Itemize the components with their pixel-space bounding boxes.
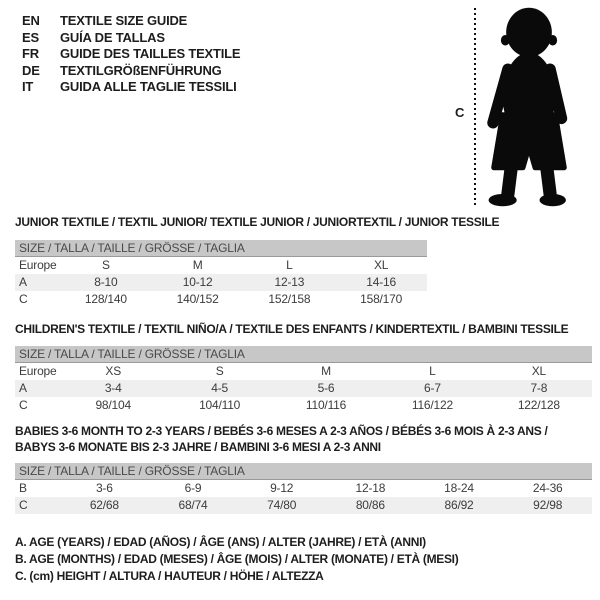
table-title-line: BABYS 3-6 MONATE BIS 2-3 JAHRE / BAMBINI 3-6 MESI A 2-3 ANNI [15,440,381,454]
language-guide-title: TEXTILE SIZE GUIDE [60,13,188,28]
legend-line: C. (cm) HEIGHT / ALTURA / HAUTEUR / HÖHE / ALTEZZA [15,569,324,583]
size-cell: S [215,364,224,378]
size-cell: 3-6 [95,481,113,495]
table-title [15,214,499,230]
size-cell: 12-18 [355,481,386,495]
language-title-row [22,13,240,30]
size-cell: 152/158 [268,292,311,306]
row-label: Europe [19,258,57,272]
table-row [15,363,592,380]
language-guide-title: TEXTILGRÖßENFÜHRUNG [60,62,222,78]
size-cell: 98/104 [95,398,131,412]
table-row [15,380,592,397]
row-label: C [19,398,28,412]
table-row [15,480,592,497]
language-title-row [22,46,240,63]
size-header-bar: SIZE / TALLA / TAILLE / GRÖSSE / TAGLIA [15,240,427,257]
language-guide-title: GUÍA DE TALLAS [60,29,165,45]
size-cell: 158/170 [360,292,403,306]
language-guide-title: GUIDE DES TAILLES TEXTILE [60,46,241,61]
legend-line: A. AGE (YEARS) / EDAD (AÑOS) / ÂGE (ANS) / ALTER (JAHRE) / ETÀ (ANNI) [15,535,426,549]
size-cell: 62/68 [89,498,119,512]
size-cell: 18-24 [444,481,474,495]
size-cell: 104/110 [199,398,241,412]
table-title [15,423,547,455]
size-cell: 14-16 [366,275,396,289]
size-cell: 110/116 [305,398,347,412]
size-cell: 3-4 [104,381,122,395]
size-cell: 92/98 [533,498,563,512]
size-cell: 116/122 [411,398,453,412]
table-row [15,497,592,514]
legend-line: B. AGE (MONTHS) / EDAD (MESES) / ÂGE (MOIS) / ALTER (MONATE) / ETÀ (MESI) [15,552,459,566]
size-cell: 6-9 [184,481,202,495]
language-code: EN [22,13,40,28]
size-cell: S [101,258,110,272]
size-cell: 4-5 [211,381,228,395]
table-row [15,291,427,308]
size-header-bar: SIZE / TALLA / TAILLE / GRÖSSE / TAGLIA [15,463,592,480]
row-label: C [19,292,28,306]
row-label: C [19,498,28,512]
baby-silhouette-image [485,6,573,208]
size-cell: 8-10 [94,275,118,289]
size-cell: 5-6 [317,381,335,395]
table-title [15,321,568,337]
table-title-line: JUNIOR TEXTILE / TEXTIL JUNIOR/ TEXTILE JUNIOR / JUNIORTEXTIL / JUNIOR TESSILE [15,215,500,229]
size-cell: 24-36 [532,481,563,495]
size-cell: XS [105,364,121,378]
size-cell: 122/128 [517,398,560,412]
language-title-row [22,79,240,96]
height-measure-dotted-line [474,8,476,208]
row-label: A [19,381,27,395]
size-cell: 74/80 [267,498,297,512]
size-table [15,346,592,414]
size-cell: M [321,364,331,378]
size-cell: 80/86 [355,498,385,512]
language-title-row [22,63,240,80]
table-title-line: CHILDREN'S TEXTILE / TEXTIL NIÑO/A / TEXTILE DES ENFANTS / KINDERTEXTIL / BAMBINI TESSILE [15,322,569,336]
size-cell: L [429,364,436,378]
size-cell: XL [531,364,546,378]
row-label: A [19,275,27,289]
size-cell: M [192,258,203,272]
size-header-bar: SIZE / TALLA / TAILLE / GRÖSSE / TAGLIA [15,346,592,363]
size-cell: 6-7 [424,381,441,395]
size-table [15,463,592,514]
language-title-list [22,13,240,96]
table-title-line: BABIES 3-6 MONTH TO 2-3 YEARS / BEBÉS 3-6 MESES A 2-3 AÑOS / BÉBÉS 3-6 MOIS À 2-3 ANS / [15,424,548,438]
size-cell: 9-12 [270,481,294,495]
height-measure-label: C [455,105,465,120]
language-code: FR [22,46,39,61]
size-cell: 10-12 [182,275,213,289]
language-code: ES [22,29,39,45]
language-guide-title: GUIDA ALLE TAGLIE TESSILI [60,79,237,94]
table-row [15,397,592,414]
row-label: B [19,481,27,495]
size-cell: 140/152 [176,292,219,306]
row-label: Europe [19,364,57,378]
size-cell: XL [373,258,389,272]
table-row [15,274,427,291]
language-code: DE [22,62,40,78]
measurement-legend [15,534,458,585]
table-row [15,257,427,274]
size-cell: 7-8 [530,381,548,395]
size-cell: 12-13 [274,275,305,289]
size-cell: 86/92 [444,498,474,512]
language-code: IT [22,79,34,94]
size-table [15,240,427,308]
size-cell: L [286,258,293,272]
size-cell: 68/74 [178,498,208,512]
size-cell: 128/140 [84,292,127,306]
language-title-row [22,30,240,47]
